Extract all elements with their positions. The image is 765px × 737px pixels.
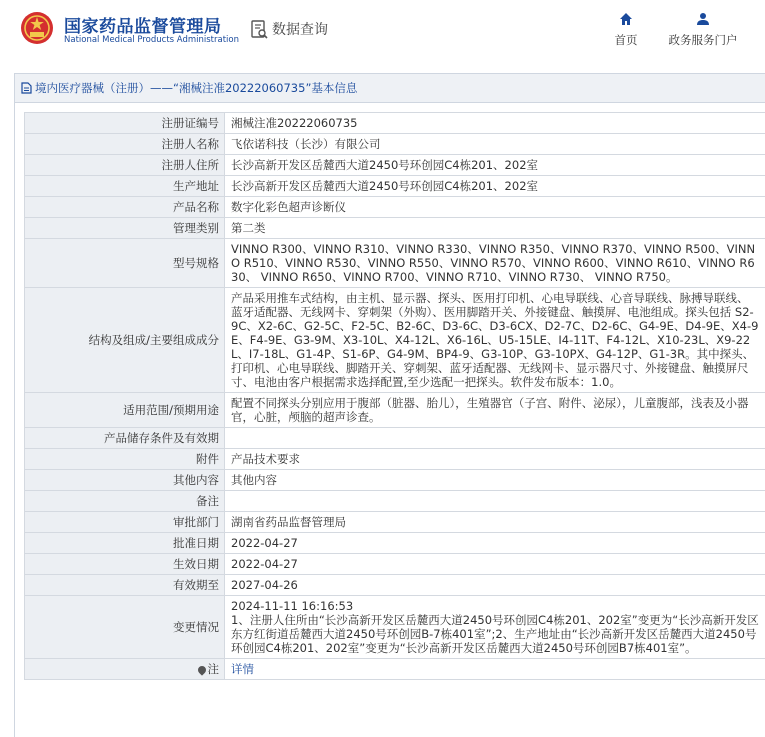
document-icon — [21, 82, 32, 94]
field-value: 长沙高新开发区岳麓西大道2450号环创园C4栋201、202室 — [225, 155, 765, 176]
nav-service-portal[interactable] — [660, 12, 746, 48]
table-row — [25, 197, 765, 218]
field-value: 配置不同探头分别应用于腹部（脏器、胎儿），生殖器官（子宫、附件、泌尿），儿童腹部，浅表及小器官，心脏，颅脑的超声诊查。 — [225, 393, 765, 428]
table-row — [25, 470, 765, 491]
field-label: 型号规格 — [25, 239, 225, 288]
field-label: 产品储存条件及有效期 — [25, 428, 225, 449]
field-label: 注册证编号 — [25, 113, 225, 134]
table-row — [25, 218, 765, 239]
field-label: 有效期至 — [25, 575, 225, 596]
field-label: 备注 — [25, 491, 225, 512]
breadcrumb — [15, 74, 765, 103]
field-value: 湘械注准20222060735 — [225, 113, 765, 134]
note-value-cell — [225, 659, 765, 680]
detail-panel — [14, 73, 765, 737]
table-row — [25, 155, 765, 176]
field-label: 适用范围/预期用途 — [25, 393, 225, 428]
field-label: 注册人名称 — [25, 134, 225, 155]
field-label: 其他内容 — [25, 470, 225, 491]
field-label: 结构及组成/主要组成成分 — [25, 288, 225, 393]
field-value: 湖南省药品监督管理局 — [225, 512, 765, 533]
nav-portal-label: 政务服务门户 — [668, 33, 738, 47]
field-label: 附件 — [25, 449, 225, 470]
location-pin-icon — [196, 664, 207, 675]
field-label: 变更情况 — [25, 596, 225, 659]
emblem-logo-icon — [20, 11, 54, 45]
table-row — [25, 239, 765, 288]
table-row — [25, 491, 765, 512]
field-label: 生产地址 — [25, 176, 225, 197]
field-value: 数字化彩色超声诊断仪 — [225, 197, 765, 218]
site-title: 国家药品监督管理局 — [64, 17, 222, 37]
table-row — [25, 113, 765, 134]
field-label: 注册人住所 — [25, 155, 225, 176]
field-value: 2024-11-11 16:16:53 1、注册人住所由“长沙高新开发区岳麓西大道2450号环创园C4栋201、202室”变更为“长沙高新开发区东方红街道岳麓西大道2450号环创园B-7栋401室”;2、生产地址由“长沙高新开发区岳麓西大道2450号环创园C4栋201、202室”变更为“长沙高新开发区岳麓西大道2450号环创园B7栋401室”。 — [225, 596, 765, 659]
breadcrumb-text: 境内医疗器械（注册）——“湘械注准20222060735”基本信息 — [35, 81, 358, 95]
field-value: VINNO R300、VINNO R310、VINNO R330、VINNO R350、VINNO R370、VINNO R500、VINNO R510、VINNO R530、VINNO R550、VINNO R570、VINNO R600、VINNO R610、VINNO R630、 VINNO R650、VINNO R700、VINNO R710、VINNO R730、 VINNO R750。 — [225, 239, 765, 288]
field-value: 长沙高新开发区岳麓西大道2450号环创园C4栋201、202室 — [225, 176, 765, 197]
field-label: 审批部门 — [25, 512, 225, 533]
field-label: 批准日期 — [25, 533, 225, 554]
field-value: 飞依诺科技（长沙）有限公司 — [225, 134, 765, 155]
site-subtitle: National Medical Products Administration — [64, 35, 239, 45]
field-value: 产品技术要求 — [225, 449, 765, 470]
registration-info-table — [24, 112, 765, 680]
field-value: 2022-04-27 — [225, 554, 765, 575]
data-query-label: 数据查询 — [272, 22, 328, 38]
nav-home-label: 首页 — [614, 33, 638, 47]
table-row — [25, 393, 765, 428]
note-label-cell — [25, 659, 225, 680]
table-row — [25, 659, 765, 680]
nav-home[interactable] — [606, 12, 646, 48]
field-label: 生效日期 — [25, 554, 225, 575]
field-label: 管理类别 — [25, 218, 225, 239]
table-row — [25, 449, 765, 470]
field-value — [225, 428, 765, 449]
table-row — [25, 428, 765, 449]
table-row — [25, 533, 765, 554]
field-value: 2027-04-26 — [225, 575, 765, 596]
field-value: 2022-04-27 — [225, 533, 765, 554]
table-row — [25, 134, 765, 155]
site-header — [0, 0, 765, 62]
data-query-link[interactable] — [251, 18, 328, 40]
document-search-icon — [251, 20, 268, 39]
table-row — [25, 596, 765, 659]
home-icon — [619, 12, 633, 26]
field-label: 产品名称 — [25, 197, 225, 218]
table-row — [25, 176, 765, 197]
field-value: 产品采用推车式结构，由主机、显示器、探头、医用打印机、心电导联线、心音导联线、脉搏导联线、蓝牙适配器、无线网卡、穿刺架（外购）、医用脚踏开关、外接键盘、触摸屏、电池组成。探头包括 S2-9C、X2-6C、G2-5C、F2-5C、B2-6C、D3-6C、D3-6CX、D2-7C、D2-6C、G4-9E、D4-9E、X4-9E、F4-9E、G3-9M、X3-10L、X4-12L、X6-16L、U5-15LE、I4-11T、F4-12L、X10-23L、X9-22L、I7-18L、G1-4P、S1-6P、G4-9M、BP4-9、G3-10P、G3-10PX、G4-12P、G1-3R。其中探头、打印机、心电导联线、脚踏开关、穿刺架、蓝牙适配器、无线网卡、显示器尺寸、外接键盘、触摸屏尺寸、电池由客户根据需求选择配置,至少选配一把探头。软件发布版本：1.0。 — [225, 288, 765, 393]
user-icon — [696, 12, 710, 26]
table-row — [25, 288, 765, 393]
table-row — [25, 512, 765, 533]
field-value: 第二类 — [225, 218, 765, 239]
table-row — [25, 575, 765, 596]
field-value — [225, 491, 765, 512]
note-label: 注 — [207, 662, 219, 676]
field-value: 其他内容 — [225, 470, 765, 491]
table-row — [25, 554, 765, 575]
details-link[interactable]: 详情 — [231, 662, 254, 676]
